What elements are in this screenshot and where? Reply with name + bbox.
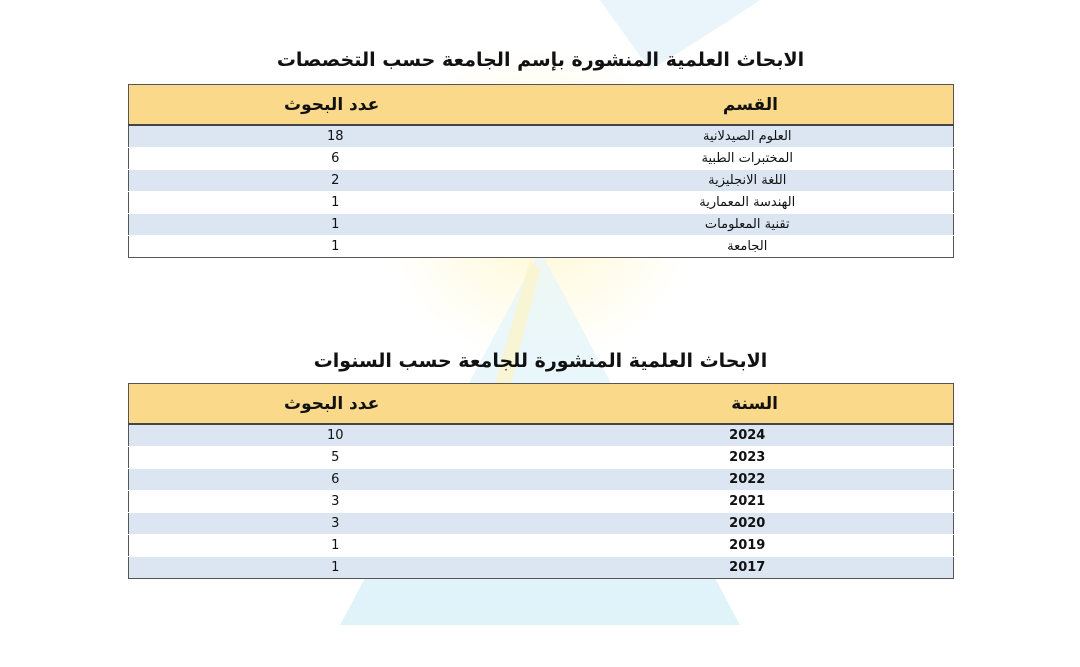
table-row [129,424,954,447]
table-row [129,513,954,535]
table-row [129,491,954,513]
count-cell: 1 [129,236,542,258]
department-cell: المختبرات الطبية [542,148,954,170]
table-row [129,125,954,148]
table-header-row [129,85,954,126]
table-row [129,148,954,170]
department-cell: العلوم الصيدلانية [542,125,954,148]
year-cell: 2017 [542,557,954,579]
department-cell: اللغة الانجليزية [542,170,954,192]
departments-table [128,84,954,258]
count-cell: 3 [129,513,542,535]
count-cell: 1 [129,192,542,214]
table-row [129,214,954,236]
table-row [129,535,954,557]
count-cell: 1 [129,214,542,236]
count-column-header: عدد البحوث [129,85,542,126]
count-cell: 5 [129,447,542,469]
year-cell: 2022 [542,469,954,491]
count-cell: 6 [129,148,542,170]
count-cell: 18 [129,125,542,148]
year-column-header: السنة [542,384,954,425]
table-row [129,447,954,469]
year-cell: 2019 [542,535,954,557]
year-cell: 2023 [542,447,954,469]
year-cell: 2024 [542,424,954,447]
department-column-header: القسم [542,85,954,126]
years-table-title: الابحاث العلمية المنشورة للجامعة حسب السنوات [313,350,768,372]
departments-table-title: الابحاث العلمية المنشورة بإسم الجامعة حسب التخصصات [276,49,805,71]
table-row [129,170,954,192]
count-cell: 6 [129,469,542,491]
count-cell: 1 [129,557,542,579]
count-cell: 3 [129,491,542,513]
table-row [129,192,954,214]
count-cell: 1 [129,535,542,557]
count-cell: 10 [129,424,542,447]
year-cell: 2021 [542,491,954,513]
table-row [129,236,954,258]
table-row [129,469,954,491]
table-row [129,557,954,579]
years-table [128,383,954,579]
department-cell: الهندسة المعمارية [542,192,954,214]
year-cell: 2020 [542,513,954,535]
count-column-header: عدد البحوث [129,384,542,425]
department-cell: تقنية المعلومات [542,214,954,236]
department-cell: الجامعة [542,236,954,258]
count-cell: 2 [129,170,542,192]
table-header-row [129,384,954,425]
